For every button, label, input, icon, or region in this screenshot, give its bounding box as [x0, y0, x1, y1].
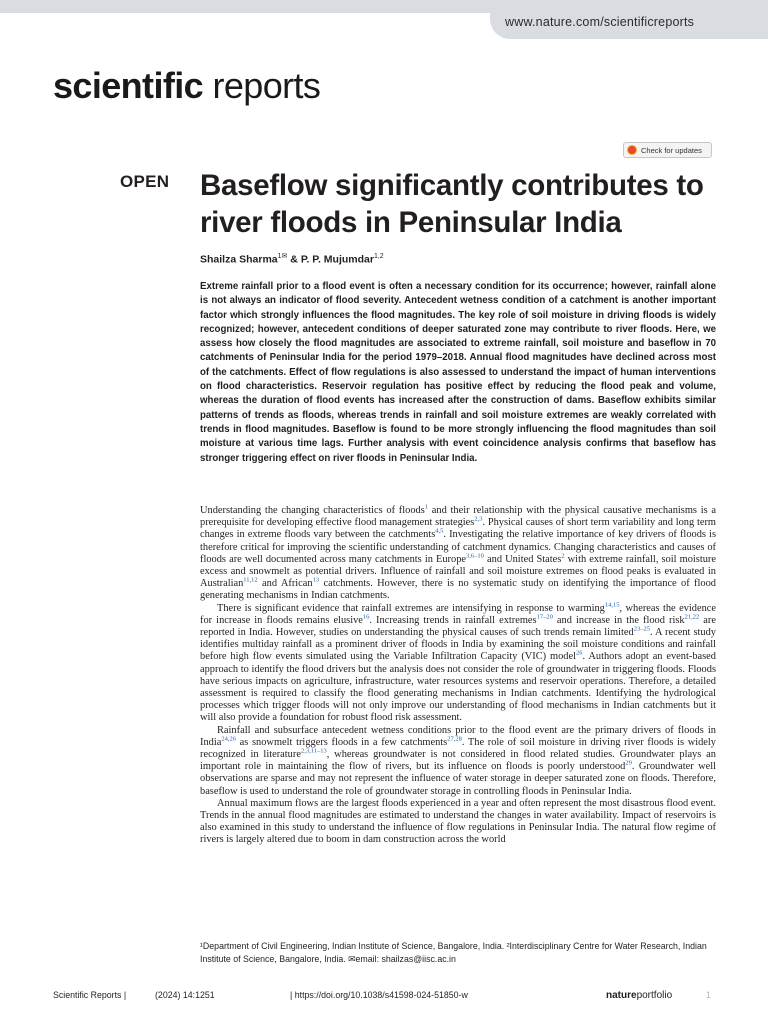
brand-bold: nature [606, 990, 637, 1001]
brand-rest: portfolio [636, 990, 673, 1001]
citation-link[interactable]: 3,6–10 [466, 552, 484, 560]
citation-link[interactable]: 17–20 [536, 613, 553, 621]
citation-link[interactable]: 16 [362, 613, 370, 621]
body-paragraph: There is significant evidence that rainfall extremes are intensifying in response to warming$^{14,15}$, whereas the evidence for increase in floods remains elusive$^{16}$. Increasing trends in rainfall extremes$^{17-20}$ and increase in the flood risk$^{21,22}$ are reported in India. However, studies on understanding the physical causes of such trends remain limited$^{23-25}$. A recent study identifies multiday rainfall as a prominent driver of floods in India by examining the soil moisture conditions and rainfall before high flow events simulated using the Variable Infiltration Capacity (VIC) model$^{26}$. Authors adopt an event-based approach to identify the flood drivers but the analysis does not consider the role of groundwater in triggering floods. Floods have serious impacts on agriculture, infrastructure, water resources systems and reservoir operations. Therefore, a detailed assessment is required to classify the flood generating mechanisms in Indian catchments. Identifying the hydrological processes which trigger floods will not only improve our understanding of flood mechanisms in Indian catchments but it will also provide a foundation for robust flood risk assessment. [200, 601, 716, 724]
citation-link[interactable]: 4,5 [435, 527, 444, 535]
citation-link[interactable]: 23–25 [633, 625, 650, 633]
body-paragraph: Annual maximum flows are the largest floods experienced in a year and often represent the most disastrous flood event. Trends in the annual flood magnitudes are estimated to understand the changes in water availability. Impact of reservoirs is also examined in this study to understand the influence of flow regulations in Peninsular India. The natural flow regime of rivers is largely altered due to boom in dam construction across the world [200, 797, 716, 846]
check-for-updates-label: Check for updates [641, 145, 702, 155]
footer-volume: (2024) 14:1251 [155, 990, 215, 1000]
journal-logo-bold: scientific [53, 65, 204, 106]
article-body [200, 505, 716, 847]
author-list [200, 252, 384, 266]
citation-link[interactable]: 21,22 [684, 613, 700, 621]
citation-link[interactable]: 26 [575, 649, 583, 657]
check-for-updates-button[interactable] [623, 142, 712, 158]
citation-link[interactable]: 13 [312, 576, 320, 584]
citation-link[interactable]: 24,26 [221, 735, 236, 743]
body-paragraph: Rainfall and subsurface antecedent wetness conditions prior to the flood event are the primary drivers of floods in India$^{24,26}$ as snowmelt triggers floods in a few catchments$^{27,28}$. The role of soil moisture in driving river floods is widely recognized in literature$^{2,3,11-13}$, whereas groundwater is not considered in flood related studies. Groundwater plays an important role in maintaining the flow of rivers, but its influence on floods is poorly understood$^{29}$. Groundwater well observations are sparse and may not represent the influence of water storage in deeper saturated zone on floods. Therefore, baseflow is used to understand the role of groundwater storage in controlling floods in Peninsular India. [200, 724, 716, 797]
body-paragraph: Understanding the changing characteristics of floods$^1$ and their relationship with the physical causative mechanisms is a prerequisite for developing effective flood management strategies$^{2,3}$. Physical causes of short term variability and long term changes in extreme floods vary between the catchments$^{4,5}$. Investigating the relative importance of key drivers of floods is therefore critical for improving the scientific understanding of catchment dynamics. Changing characteristics and causes of floods are well documented across many catchments in Europe$^{3,6-10}$ and United States$^2$ with extreme rainfall, soil moisture excess and snowmelt as potential drivers. Influence of rainfall and soil moisture extremes on flood peaks is evaluated in Australian$^{11,12}$ and African$^{13}$ catchments. However, there is no systematic study on identifying the importance of flood generating mechanisms in Indian catchments. [200, 503, 717, 602]
journal-logo [53, 66, 320, 106]
citation-link[interactable]: 29 [625, 759, 632, 767]
author-separator: & [287, 253, 301, 266]
open-access-label: OPEN [120, 172, 170, 191]
author-name[interactable]: Shailza Sharma [200, 253, 278, 266]
nature-portfolio-logo [606, 990, 672, 1001]
citation-link[interactable]: 2,3,11–13 [300, 747, 327, 755]
citation-link[interactable]: 11,12 [243, 576, 258, 584]
affiliations-footnote: ¹Department of Civil Engineering, Indian Institute of Science, Bangalore, India. ²Interdisciplinary Centre for Water Research, Indian Institute of Science, Bangalore, India. ✉email: shailzas@iisc.ac.in [200, 941, 707, 964]
citation-link[interactable]: 2 [561, 552, 565, 560]
journal-url[interactable]: www.nature.com/scientificreports [505, 15, 695, 29]
citation-link[interactable]: 27,28 [447, 735, 462, 743]
citation-link[interactable]: 1 [424, 503, 429, 511]
page-number: 1 [706, 990, 711, 1000]
crossmark-icon [627, 145, 637, 155]
footer-journal: Scientific Reports | [53, 990, 127, 1000]
footer-doi-link[interactable]: | https://doi.org/10.1038/s41598-024-51850-w [290, 990, 468, 1000]
author-affiliation: 1,2 [373, 253, 384, 260]
abstract: Extreme rainfall prior to a flood event is often a necessary condition for its occurrence; however, rainfall alone is not always an indicator of flood severity. Antecedent wetness condition of a catchment is another important factor which strongly influences the flood magnitudes. The key role of soil moisture in driving floods is widely recognized; however, antecedent conditions of deeper saturated zone may contribute to river floods. Here, we assess how closely the flood magnitudes are associated to extreme rainfall, soil moisture and baseflow in 70 catchments of Peninsular India for the period 1979–2018. Annual flood magnitudes have declined across most of the catchments. Effect of flow regulations is also assessed to understand the impact of human interventions on flood characteristics. Reservoir regulation has positive effect by reducing the flood peak and volume, whereas the duration of flood events has increased after the construction of dams. Baseflow exhibits similar patterns of trends as floods, whereas trends in rainfall and soil moisture extremes are weakly correlated with trends in flood magnitudes. Baseflow is found to be more strongly influencing the flood magnitudes than soil moisture at various time lags. Further analysis with event coincidence analysis confirms that baseflow has stronger triggering effect on river floods in Peninsular India. [200, 281, 716, 464]
author-affiliation: 1✉ [277, 253, 288, 260]
author-name[interactable]: P. P. Mujumdar [300, 253, 374, 266]
citation-link[interactable]: 2,3 [474, 515, 483, 523]
citation-link[interactable]: 14,15 [604, 601, 620, 609]
journal-logo-light: reports [203, 65, 321, 106]
article-title: Baseflow significantly contributes to river floods in Peninsular India [200, 169, 704, 239]
